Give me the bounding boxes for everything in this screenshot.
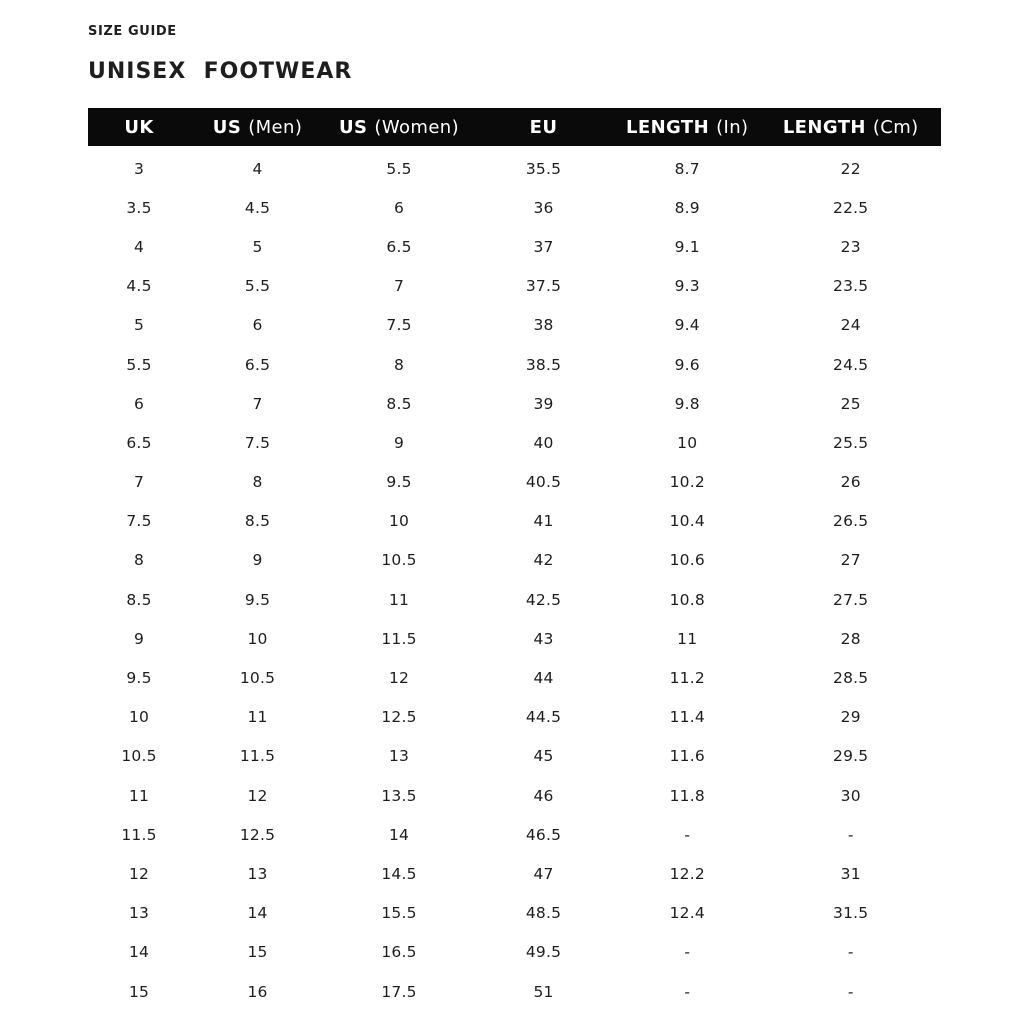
table-cell: 8.5	[386, 394, 412, 413]
table-cell: 29	[840, 708, 861, 727]
table-cell: 42	[533, 551, 554, 570]
table-cell: 7	[133, 473, 145, 492]
table-cell: 6	[133, 394, 145, 413]
table-row	[88, 227, 941, 266]
table-cell: 4	[133, 237, 145, 256]
table-cell: 10.2	[669, 473, 705, 492]
column-header-length-in	[614, 117, 760, 138]
table-cell: 13	[388, 747, 410, 766]
table-cell: 9.6	[674, 355, 700, 374]
table-cell: 15.5	[381, 904, 417, 923]
table-cell: 25.5	[833, 433, 869, 452]
table-cell: 11.2	[669, 669, 705, 688]
table-cell: 5	[252, 237, 263, 256]
table-cell: 46.5	[525, 825, 562, 844]
table-cell: 8.5	[244, 512, 271, 531]
table-cell: 8	[393, 355, 405, 374]
table-cell: 37	[533, 237, 554, 256]
column-header-us-women	[325, 117, 473, 138]
table-row	[88, 619, 941, 658]
table-cell: 42.5	[525, 590, 562, 609]
column-header-unit: (Men)	[248, 116, 303, 138]
table-row	[88, 658, 941, 697]
column-header-unit: (Cm)	[872, 116, 919, 138]
table-row	[88, 502, 941, 541]
table-row	[88, 423, 941, 462]
table-cell: 9	[133, 629, 145, 648]
table-row	[88, 854, 941, 893]
table-cell: 12.2	[669, 864, 705, 883]
table-cell: 11	[247, 708, 268, 727]
table-cell: 4.5	[244, 198, 271, 217]
table-cell: 38.5	[525, 355, 562, 374]
table-cell: 11	[388, 590, 410, 609]
table-cell: 7.5	[386, 316, 412, 335]
table-cell: 8.7	[674, 159, 700, 178]
table-cell: 28.5	[833, 669, 869, 688]
table-cell: 7.5	[126, 512, 152, 531]
table-cell: 9.5	[244, 590, 271, 609]
table-cell: 5	[133, 316, 145, 335]
table-cell: 8	[252, 473, 263, 492]
table-cell: 36	[533, 198, 554, 217]
table-row	[88, 267, 941, 306]
table-cell: 5.5	[244, 277, 271, 296]
column-header-us-men	[190, 117, 325, 138]
table-cell: 47	[533, 864, 554, 883]
size-table	[88, 108, 941, 1011]
table-cell: -	[684, 943, 691, 962]
table-cell: 35.5	[525, 159, 562, 178]
table-cell: 31.5	[833, 904, 869, 923]
table-cell: 14	[247, 904, 268, 923]
table-cell: 10	[247, 629, 268, 648]
table-row	[88, 580, 941, 619]
table-cell: 6.5	[386, 237, 412, 256]
table-cell: 11	[128, 786, 150, 805]
table-cell: -	[847, 982, 854, 1001]
table-cell: 9.1	[674, 237, 700, 256]
table-cell: 12.4	[669, 904, 705, 923]
table-cell: 15	[128, 982, 150, 1001]
table-cell: 10.8	[669, 590, 705, 609]
table-cell: 28	[840, 629, 861, 648]
table-cell: 27	[840, 551, 861, 570]
column-header-label: LENGTH	[782, 116, 866, 138]
table-cell: 22	[840, 159, 861, 178]
table-cell: 17.5	[381, 982, 417, 1001]
table-cell: 13	[247, 864, 268, 883]
size-guide-kicker: SIZE GUIDE	[88, 24, 177, 39]
column-header-eu	[473, 117, 614, 138]
table-cell: 9.8	[674, 394, 700, 413]
table-row	[88, 776, 941, 815]
table-cell: 30	[840, 786, 861, 805]
table-cell: 38	[533, 316, 554, 335]
table-cell: 4.5	[126, 277, 152, 296]
table-cell: 7.5	[244, 433, 271, 452]
table-cell: 10	[128, 708, 150, 727]
table-cell: 12	[247, 786, 268, 805]
table-cell: 49.5	[525, 943, 562, 962]
table-cell: -	[847, 943, 854, 962]
table-cell: 10	[677, 433, 698, 452]
table-cell: 6	[393, 198, 405, 217]
table-cell: 43	[533, 629, 554, 648]
table-row	[88, 345, 941, 384]
column-header-unit: (In)	[716, 116, 749, 138]
table-cell: -	[847, 825, 854, 844]
size-table-body	[88, 149, 941, 1011]
column-header-label: US	[212, 116, 242, 138]
table-row	[88, 306, 941, 345]
table-cell: 45	[533, 747, 554, 766]
table-cell: 6.5	[244, 355, 271, 374]
table-cell: 41	[533, 512, 554, 531]
table-row	[88, 972, 941, 1011]
table-cell: 11.5	[121, 825, 157, 844]
table-cell: 14	[388, 825, 410, 844]
table-cell: 40	[533, 433, 554, 452]
table-cell: 24	[840, 316, 861, 335]
table-cell: 7	[393, 277, 405, 296]
table-cell: 9.5	[386, 473, 412, 492]
table-cell: 25	[840, 394, 861, 413]
table-cell: 26.5	[833, 512, 869, 531]
table-cell: 10	[388, 512, 410, 531]
table-row	[88, 541, 941, 580]
table-row	[88, 894, 941, 933]
column-header-length-cm	[760, 117, 940, 138]
table-cell: 44	[533, 669, 554, 688]
page-title: UNISEX FOOTWEAR	[88, 59, 353, 84]
table-cell: 8.9	[674, 198, 700, 217]
table-cell: 27.5	[833, 590, 869, 609]
table-cell: 16.5	[381, 943, 417, 962]
table-row	[88, 463, 941, 502]
table-cell: -	[684, 982, 691, 1001]
table-cell: 9.4	[674, 316, 700, 335]
column-header-label: US	[339, 116, 368, 138]
table-cell: 13	[128, 904, 150, 923]
column-header-label: LENGTH	[626, 116, 710, 138]
table-cell: 10.4	[669, 512, 705, 531]
table-cell: 44.5	[525, 708, 562, 727]
table-cell: 23.5	[833, 277, 869, 296]
table-cell: 11	[677, 629, 698, 648]
table-cell: 14.5	[381, 864, 417, 883]
column-header-label: EU	[529, 116, 558, 138]
table-cell: 40.5	[525, 473, 562, 492]
table-cell: 9.3	[674, 277, 700, 296]
table-cell: 11.4	[669, 708, 705, 727]
table-row	[88, 149, 941, 188]
table-cell: 10.5	[121, 747, 157, 766]
table-cell: 13.5	[381, 786, 417, 805]
table-cell: 31	[840, 864, 861, 883]
table-cell: 23	[840, 237, 861, 256]
table-cell: -	[684, 825, 691, 844]
table-cell: 11.8	[669, 786, 705, 805]
table-row	[88, 933, 941, 972]
table-cell: 6.5	[126, 433, 152, 452]
column-header-unit: (Women)	[374, 116, 460, 138]
table-cell: 9.5	[126, 669, 152, 688]
table-cell: 9	[393, 433, 405, 452]
table-row	[88, 384, 941, 423]
table-row	[88, 737, 941, 776]
table-row	[88, 188, 941, 227]
table-cell: 46	[533, 786, 554, 805]
size-table-header	[88, 108, 941, 146]
table-row	[88, 698, 941, 737]
table-cell: 9	[252, 551, 263, 570]
table-cell: 12.5	[381, 708, 417, 727]
table-cell: 5.5	[126, 355, 152, 374]
table-cell: 12.5	[239, 825, 276, 844]
table-cell: 39	[533, 394, 554, 413]
table-row	[88, 815, 941, 854]
table-cell: 15	[247, 943, 268, 962]
table-cell: 10.6	[669, 551, 705, 570]
table-cell: 29.5	[833, 747, 869, 766]
table-cell: 12	[388, 669, 410, 688]
table-cell: 37.5	[525, 277, 562, 296]
table-cell: 48.5	[525, 904, 562, 923]
table-cell: 11.6	[669, 747, 705, 766]
table-cell: 24.5	[833, 355, 869, 374]
table-cell: 5.5	[386, 159, 412, 178]
table-cell: 11.5	[381, 629, 417, 648]
table-cell: 8	[133, 551, 145, 570]
table-cell: 10.5	[381, 551, 417, 570]
column-header-uk	[88, 117, 190, 138]
table-cell: 22.5	[833, 198, 869, 217]
table-cell: 14	[128, 943, 150, 962]
table-cell: 10.5	[239, 669, 276, 688]
table-cell: 4	[252, 159, 263, 178]
table-cell: 51	[533, 982, 554, 1001]
table-cell: 3	[133, 159, 145, 178]
table-cell: 12	[128, 864, 150, 883]
table-cell: 8.5	[126, 590, 152, 609]
column-header-label: UK	[124, 116, 154, 138]
table-cell: 7	[252, 394, 263, 413]
table-cell: 6	[252, 316, 263, 335]
table-cell: 26	[840, 473, 861, 492]
table-cell: 16	[247, 982, 268, 1001]
table-cell: 3.5	[126, 198, 152, 217]
table-cell: 11.5	[239, 747, 276, 766]
